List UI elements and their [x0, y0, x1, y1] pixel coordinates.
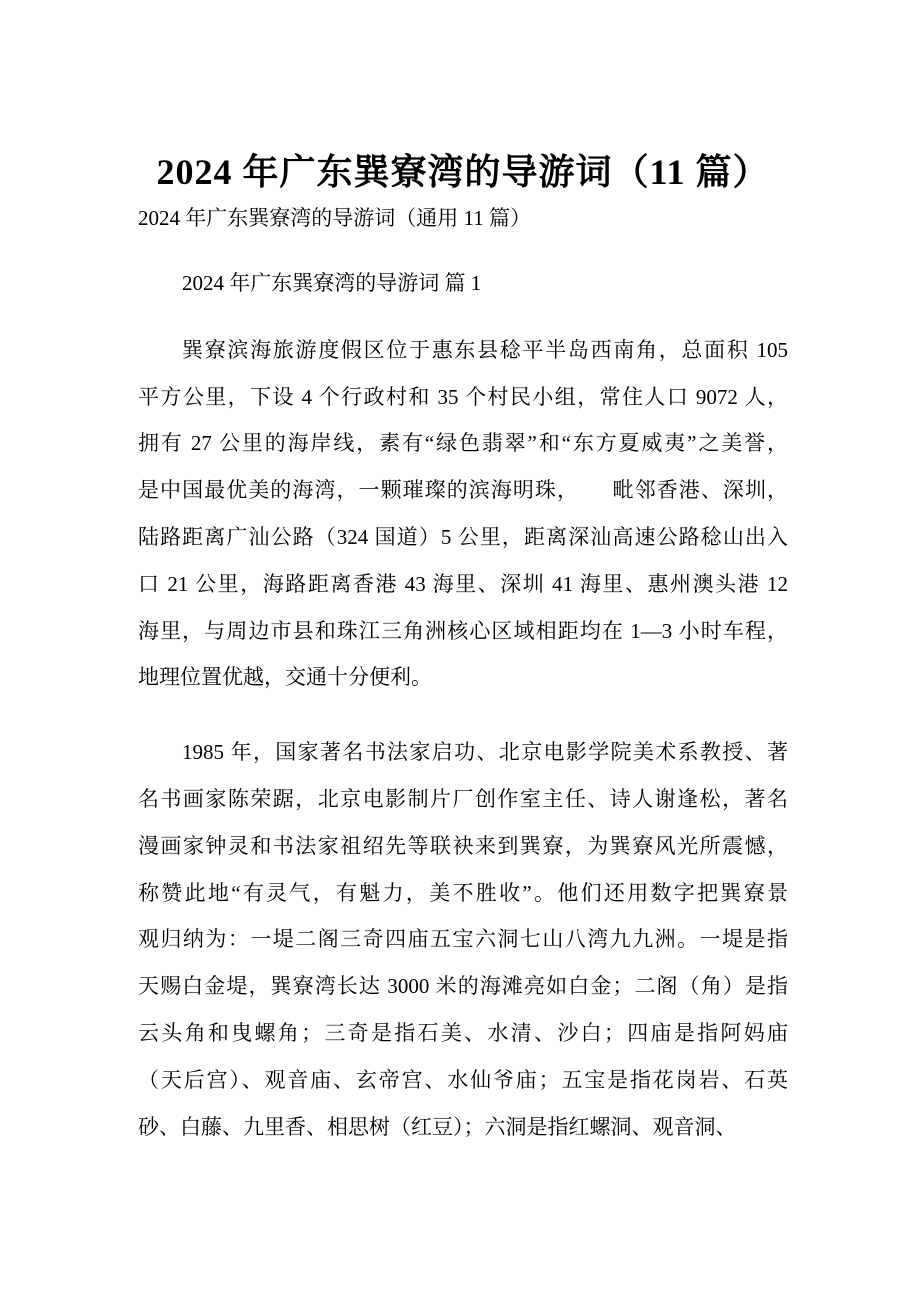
text-line: 漫画家钟灵和书法家祖绍先等联袂来到巽寮，为巽寮风光所震憾，	[138, 833, 788, 858]
document-content	[138, 0, 788, 1150]
document-title: 2024 年广东巽寮湾的导游词（11 篇）	[156, 152, 770, 192]
text-line: 地理位置优越，交通十分便利。	[138, 665, 432, 690]
text-line: 口 21 公里，海路距离香港 43 海里、深圳 41 海里、惠州澳头港 12	[138, 571, 788, 596]
text-line: 砂、白藤、九里香、相思树（红豆）；六洞是指红螺洞、观音洞、	[138, 1114, 737, 1139]
text-line: 是中国最优美的海湾，一颗璀璨的滨海明珠， 毗邻香港、深圳，	[138, 478, 788, 503]
text-line: 观归纳为：一堤二阁三奇四庙五宝六洞七山八湾九九洲。一堤是指	[138, 927, 788, 952]
text-line: 陆路距离广汕公路（324 国道）5 公里，距离深汕高速公路稔山出入	[138, 524, 788, 549]
text-line: 拥有 27 公里的海岸线，素有“绿色翡翠”和“东方夏威夷”之美誉，	[138, 431, 788, 456]
text-line: 天赐白金堤，巽寮湾长达 3000 米的海滩亮如白金；二阁（角）是指	[138, 974, 788, 999]
text-line: 巽寮滨海旅游度假区位于惠东县稔平半岛西南角，总面积 105	[182, 337, 788, 362]
text-line: 称赞此地“有灵气，有魁力，美不胜收”。他们还用数字把巽寮景	[138, 880, 788, 905]
paragraph-2	[138, 729, 788, 1150]
text-line: 云头角和曳螺角；三奇是指石美、水清、沙白；四庙是指阿妈庙	[138, 1020, 788, 1045]
text-line: 名书画家陈荣踞，北京电影制片厂创作室主任、诗人谢逢松，著名	[138, 786, 788, 811]
text-line: 海里，与周边市县和珠江三角洲核心区域相距均在 1—3 小时车程，	[138, 618, 788, 643]
text-line: 平方公里，下设 4 个行政村和 35 个村民小组，常住人口 9072 人，	[138, 384, 788, 409]
text-line: （天后宫）、观音庙、玄帝宫、水仙爷庙；五宝是指花岗岩、石英	[138, 1067, 788, 1092]
paragraph-1	[138, 327, 788, 701]
document-subtitle: 2024 年广东巽寮湾的导游词（通用 11 篇）	[138, 206, 531, 230]
section-heading: 2024 年广东巽寮湾的导游词 篇 1	[182, 271, 482, 295]
text-line: 1985 年，国家著名书法家启功、北京电影学院美术系教授、著	[182, 740, 788, 765]
